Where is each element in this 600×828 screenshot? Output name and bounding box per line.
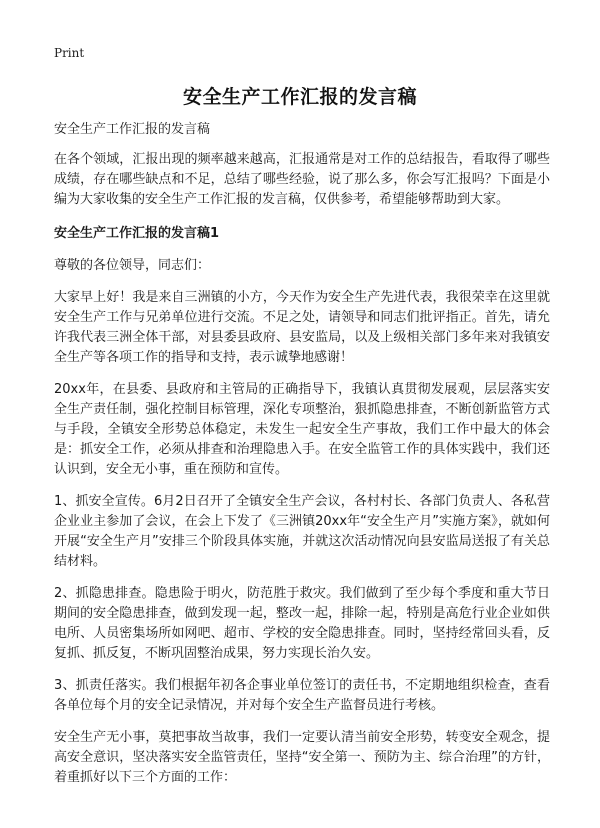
body-paragraph-1: 大家早上好！我是来自三洲镇的小方，今天作为安全生产先进代表，我很荣幸在这里就安全生产工作与兄弟单位进行交流。不足之处，请领导和同志们批评指正。首先，请允许我代表三洲全体干部，对县委县政府、县安监局，以及上级相关部门多年来对我镇安全生产等各项工作的指导和支持，表示诚挚地感谢！ xyxy=(54,290,550,365)
page-title: 安全生产工作汇报的发言稿 xyxy=(182,86,417,108)
greeting-line: 尊敬的各位领导，同志们： xyxy=(54,258,211,273)
body-paragraph-5: 3、抓责任落实。我们根据年初各企事业单位签订的责任书，不定期地组织检查，查看各单位每个月的安全记录情况，并对每个安全生产监督员进行考核。 xyxy=(54,678,550,713)
body-paragraph-2: 20xx年，在县委、县政府和主管局的正确指导下，我镇认真贯彻发展观，层层落实安全生产责任制，强化控制目标管理，深化专项整治，狠抓隐患排查，不断创新监管方式与手段，全镇安全形势总体稳定，未发生一起安全生产事故，我们工作中最大的体会是：抓安全工作，必须从排查和治理隐患入手。在安全监管工作的具体实践中，我们还认识到，安全无小事，重在预防和宣传。 xyxy=(54,382,550,477)
intro-paragraph: 在各个领域，汇报出现的频率越来越高，汇报通常是对工作的总结报告，看取得了哪些成绩，存在哪些缺点和不足，总结了哪些经验，说了那么多，你会写汇报吗？下面是小编为大家收集的安全生产工作汇报的发言稿，仅供参考，希望能够帮助到大家。 xyxy=(54,152,550,207)
document-subtitle: 安全生产工作汇报的发言稿 xyxy=(54,122,211,137)
body-paragraph-4: 2、抓隐患排查。隐患险于明火，防范胜于救灾。我们做到了至少每个季度和重大节日期间的安全隐患排查，做到发现一起，整改一起，排除一起，特别是高危行业企业如供电所、人员密集场所如网吧、超市、学校的安全隐患排查。同时，坚持经常回头看，反复抓、抓反复，不断巩固整治成果，努力实现长治久安。 xyxy=(54,586,550,661)
body-paragraph-6: 安全生产无小事，莫把事故当故事，我们一定要认清当前安全形势，转变安全观念，提高安全意识，坚决落实安全监管责任，坚持“安全第一、预防为主、综合治理”的方针，着重抓好以下三个方面的工作： xyxy=(54,730,550,785)
body-paragraph-3: 1、抓安全宣传。6月2日召开了全镇安全生产会议，各村村长、各部门负责人、各私营企业业主参加了会议，在会上下发了《三洲镇20xx年“安全生产月”实施方案》，就如何开展“安全生产月”安排三个阶段具体实施，并就这次活动情况向县安监局送报了有关总结材料。 xyxy=(54,494,550,569)
document-body xyxy=(54,120,550,800)
print-label: Print xyxy=(54,46,85,60)
section-heading: 安全生产工作汇报的发言稿1 xyxy=(54,226,220,241)
